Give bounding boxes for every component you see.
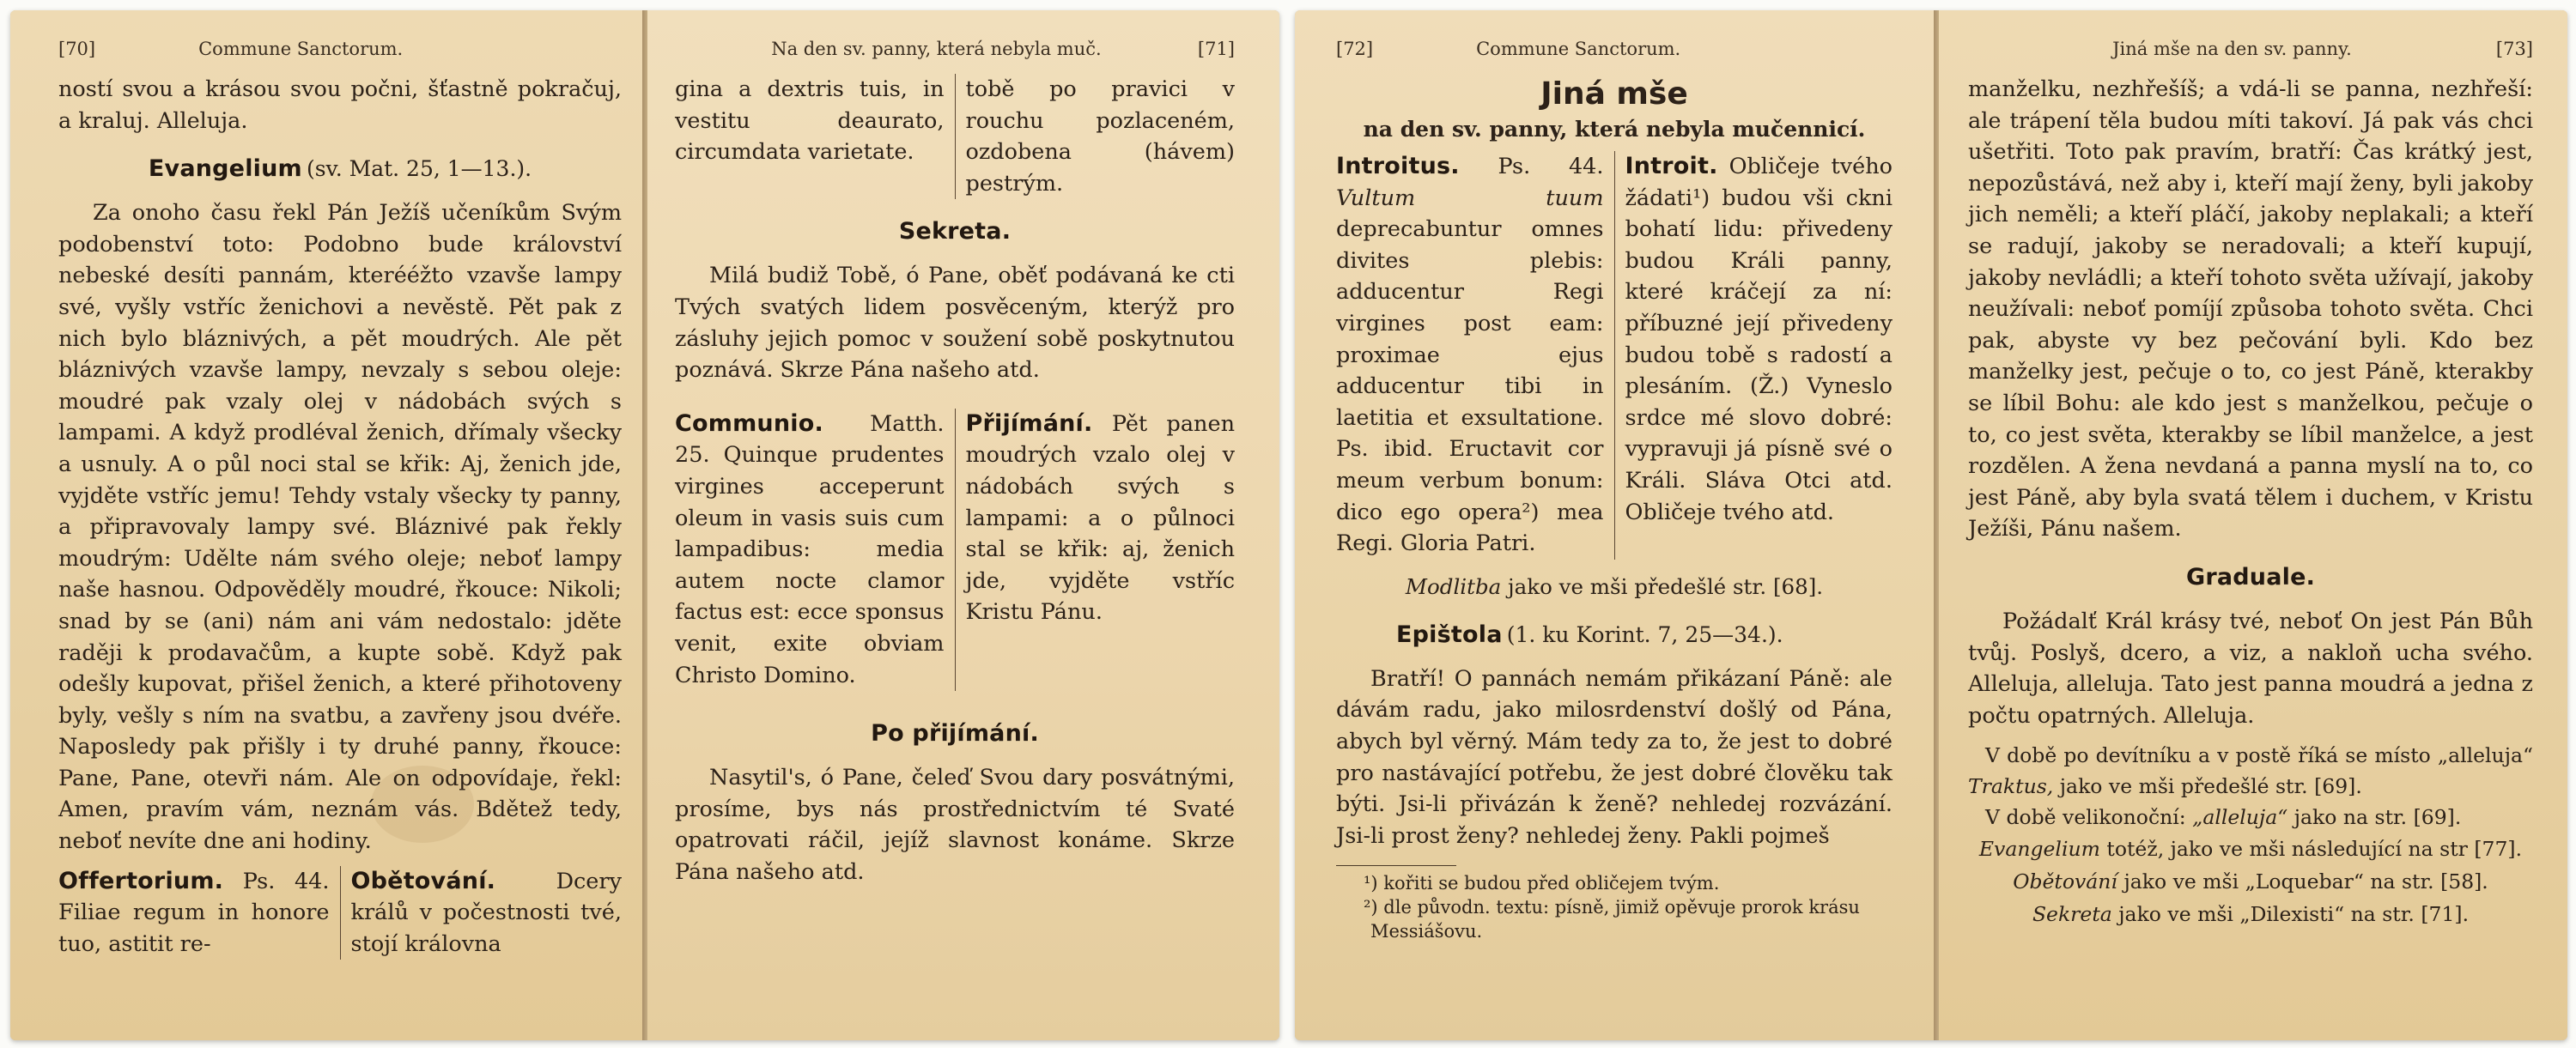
page-73-content bbox=[1968, 36, 2533, 1023]
section-heading: Epištola bbox=[1396, 621, 1503, 648]
offertorium-columns bbox=[58, 866, 622, 960]
page-71 bbox=[647, 10, 1279, 1040]
section-heading: Introit. bbox=[1625, 153, 1718, 179]
czech-column bbox=[340, 866, 623, 960]
book-spread-left bbox=[10, 10, 1279, 1040]
footnote: ¹) kořiti se budou před obličejem tvým. bbox=[1364, 873, 1720, 894]
latin-incipit: Vultum tuum bbox=[1336, 185, 1604, 211]
po-prijimani-heading-row bbox=[675, 717, 1235, 754]
page-72 bbox=[1295, 10, 1934, 1040]
offertorium-continuation bbox=[675, 74, 1235, 199]
rubric-text: V době po devítníku a v postě říká se místo „alleluja“ bbox=[1985, 743, 2533, 768]
epistola-heading-row bbox=[1336, 618, 1893, 655]
page-header bbox=[1968, 36, 2533, 62]
section-heading: Offertorium. bbox=[58, 867, 224, 894]
czech-text: Obličeje tvého žádati¹) budou vši ckni bohatí lidu: přivedeny budou Králi panny, které kráčejí za ní: příbuzné její přivedeny budou tobě s radostí a plesáním. (Ž.) Vyneslo srdce mé slovo dobré: vypravuji já písně své o Králi. Sláva Otci atd. Obličeje tvého atd. bbox=[1625, 154, 1893, 525]
section-heading: Evangelium bbox=[148, 155, 302, 183]
communio-columns bbox=[675, 409, 1235, 691]
rubric-line bbox=[1968, 802, 2533, 833]
graduale-heading-row bbox=[1968, 560, 2533, 597]
section-heading: Sekreta. bbox=[898, 218, 1012, 245]
page-number: [70] bbox=[58, 39, 96, 59]
latin-text: deprecabuntur omnes divites plebis: adducentur Regi virgines post eam: proximae ejus adducentur tibi in laetitia et exsultatione. Ps. ibid. Eructavit cor meum verbum bonum: dico ego opera²) mea Regi. Gloria Patri. bbox=[1336, 216, 1604, 557]
page-header bbox=[58, 36, 622, 62]
latin-column bbox=[1336, 151, 1604, 560]
czech-column bbox=[955, 409, 1236, 691]
rubric-text: jako na str. [69]. bbox=[2293, 805, 2462, 830]
book-spread-right bbox=[1295, 10, 2567, 1040]
epistola-continuation: manželku, nezhřešíš; a vdá-li se panna, nezhřeší: ale trápení těla budou míti takoví. Já pak vás chci ušetřiti. Toto pak pravím, bratří: Čas krátký jest, nepozůstává, než aby i, kteří mají ženy, byli jakoby jich neměli; a kteří pláčí, jakoby neplakali; a kteří se radují, jakoby se neradovali; a kteří kupují, jakoby nevládli; a kteří tohoto světa užívají, jakoby neužívali: neboť pomíjí způsoba tohoto světa. Chci pak, abyste vy bez pečování byli. Kdo bez manželky jest, pečuje o to, co jest Páně, kterakby se líbil Bohu: ale kdo jest s manželkou, pečuje o to, co jest světa, kterakby se líbil manželce, a jest rozdělen. A žena nevdaná a panna myslí na to, co jest Páně, aby byla svatá tělem i duchem, v Kristu Ježíši, Pánu našem. bbox=[1968, 76, 2533, 542]
cross-reference-italic: Obětování bbox=[2013, 869, 2117, 894]
section-reference: (1. ku Korint. 7, 25—34.). bbox=[1506, 621, 1783, 647]
section-heading: Introitus. bbox=[1336, 153, 1460, 179]
czech-text: Pět panen moudrých vzalo olej v nádobách svých s lampami: a o půlnoci stal se křik: aj, ženich jde, vyjděte vstříc Kristu Pánu. bbox=[965, 410, 1235, 626]
page-number: [73] bbox=[2495, 39, 2533, 59]
cross-reference-italic: Sekreta bbox=[2032, 902, 2112, 927]
cross-reference-italic: Evangelium bbox=[1978, 837, 2100, 862]
rubric-italic: „alleluja“ bbox=[2192, 805, 2288, 830]
latin-column bbox=[675, 409, 945, 691]
footnote: ²) dle původn. textu: písně, jimiž opěvuje prorok krásu Messiášovu. bbox=[1364, 897, 1860, 942]
running-title: Na den sv. panny, která nebyla muč. bbox=[771, 39, 1102, 59]
evangelium-text: Za onoho času řekl Pán Ježíš učeníkům Svým podobenství toto: Podobno bude království nebeské desíti pannám, kterééžto vzavše lampy své, vyšly vstříc ženichovi a nevěstě. Pět pak z nich bylo bláznivých, a pět moudrých. Ale pět bláznivých vzavše lampy, nevzaly s sebou oleje: moudré pak vzaly olej v nádobách svých s lampami. A když prodléval ženich, dřímaly všecky a usnuly. A o půl noci stal se křik: Aj, ženich jde, vyjděte vstříc jemu! Tehdy vstaly všecky ty panny, a připravovaly lampy své. Bláznivé pak řekly moudrým: Udělte nám svého oleje; neboť lampy naše hasnou. Odpověděly moudré, řkouce: Nikoli; snad by se (ani) nám ani vám nedostalo: jděte raději k prodavačům, a kupte sobě. Když pak odešly kupovat, přišel ženich, a které přihotoveny byly, vešly s ním na svatbu, a zavřeny jsou dvéře. Naposledy pak přišly i ty druhé panny, řkouce: Pane, Pane, otevři nám. Ale on odpovídaje, řekl: Amen, pravím vám, neznám vás. Bdětež tedy, neboť nevíte dne ani hodiny. bbox=[58, 200, 622, 855]
czech-column bbox=[1614, 151, 1893, 560]
czech-text: tobě po pravici v rouchu pozlaceném, ozdobena (hávem) pestrým. bbox=[965, 76, 1235, 197]
page-70-content bbox=[58, 36, 622, 1023]
cross-reference bbox=[1968, 865, 2533, 898]
note-text: jako ve mši předešlé str. [68]. bbox=[1508, 573, 1824, 599]
latin-column bbox=[58, 866, 330, 960]
latin-text: Filiae regum in honore tuo, astitit re- bbox=[58, 900, 330, 957]
page-header bbox=[675, 36, 1235, 62]
sekreta-heading-row bbox=[675, 215, 1235, 251]
running-title: Commune Sanctorum. bbox=[198, 39, 404, 59]
cross-reference-text: totéž, jako ve mši následující na str [77]. bbox=[2106, 837, 2523, 862]
mass-title: Jiná mše bbox=[1540, 76, 1688, 112]
introitus-columns bbox=[1336, 151, 1893, 560]
page-70 bbox=[10, 10, 642, 1040]
page-number: [72] bbox=[1336, 39, 1374, 59]
rubric-italic: Traktus, bbox=[1968, 774, 2054, 799]
section-heading: Obětování. bbox=[350, 867, 496, 894]
cross-reference-text: jako ve mši „Loquebar“ na str. [58]. bbox=[2123, 869, 2488, 894]
cross-reference bbox=[1968, 833, 2533, 865]
epistola-text: Bratří! O pannách nemám přikázaní Páně: ale dávám radu, jako milosrdenství došlý od Pána, abych byl věrný. Mám tedy za to, že jest to dobré pro nastávající potřebu, že jest dobré člověku tak býti. Jsi-li přivázán k ženě? nehledej rozvázání. Jsi-li prost ženy? nehledej ženy. Pakli pojmeš bbox=[1336, 665, 1893, 849]
section-reference: (sv. Mat. 25, 1—13.). bbox=[306, 156, 532, 182]
mass-subtitle: na den sv. panny, která nebyla mučennicí. bbox=[1363, 117, 1866, 142]
page-header bbox=[1336, 36, 1893, 62]
page-72-content bbox=[1336, 36, 1893, 1023]
section-reference: Ps. 44. bbox=[1498, 154, 1604, 179]
footnote-rule bbox=[1336, 865, 1456, 866]
running-title: Jiná mše na den sv. panny. bbox=[2112, 39, 2352, 59]
modlitba-note bbox=[1336, 572, 1893, 603]
latin-text: gina a dextris tuis, in vestitu deaurato, circumdata varietate. bbox=[675, 76, 945, 166]
running-title: Commune Sanctorum. bbox=[1476, 39, 1681, 59]
evangelium-heading-row bbox=[58, 152, 622, 189]
section-heading: Graduale. bbox=[2185, 563, 2316, 591]
section-heading: Po přijímání. bbox=[871, 720, 1039, 748]
rubric-text: jako ve mši předešlé str. [69]. bbox=[2059, 774, 2362, 799]
page-number: [71] bbox=[1197, 39, 1235, 59]
cross-reference bbox=[1968, 898, 2533, 930]
graduale-text: Požádalť Král krásy tvé, neboť On jest Pán Bůh tvůj. Poslyš, dcero, a viz, a nakloň ucha svého. Alleluja, alleluja. Tato jest panna moudrá a jedna z počtu opatrných. Alleluja. bbox=[1968, 608, 2533, 729]
note-italic: Modlitba bbox=[1405, 573, 1502, 599]
intro-lines: ností svou a krásou svou počni, šťastně pokračuj, a kraluj. Alleluja. bbox=[58, 76, 622, 134]
page-73 bbox=[1939, 10, 2567, 1040]
rubric-line bbox=[1968, 740, 2533, 802]
page-71-content bbox=[675, 36, 1235, 1023]
section-heading: Communio. bbox=[675, 409, 823, 437]
section-heading: Přijímání. bbox=[965, 409, 1093, 437]
czech-text: Dcery králů v počestnosti tvé, stojí královna bbox=[350, 868, 622, 957]
rubric-text: V době velikonoční: bbox=[1985, 805, 2186, 830]
sekreta-text: Milá budiž Tobě, ó Pane, oběť podávaná ke cti Tvých svatých lidem posvěceným, kterýž pro zásluhy jejich pomoc v soužení sobě poskytnutou poznává. Skrze Pána našeho atd. bbox=[675, 263, 1235, 384]
po-prijimani-text: Nasytil's, ó Pane, čeleď Svou dary posvátnými, prosíme, bys nás prostřednictvím té Svaté opatrovati ráčil, jejíž slavnost konáme. Skrze Pána našeho atd. bbox=[675, 765, 1235, 885]
section-reference: Ps. 44. bbox=[242, 868, 330, 894]
latin-text: Quinque prudentes virgines acceperunt oleum in vasis suis cum lampadibus: media autem nocte clamor factus est: ecce sponsus venit, exite obviam Christo Domino. bbox=[675, 442, 945, 688]
section-reference: Matth. 25. bbox=[675, 410, 945, 469]
cross-reference-text: jako ve mši „Dilexisti“ na str. [71]. bbox=[2118, 902, 2470, 927]
